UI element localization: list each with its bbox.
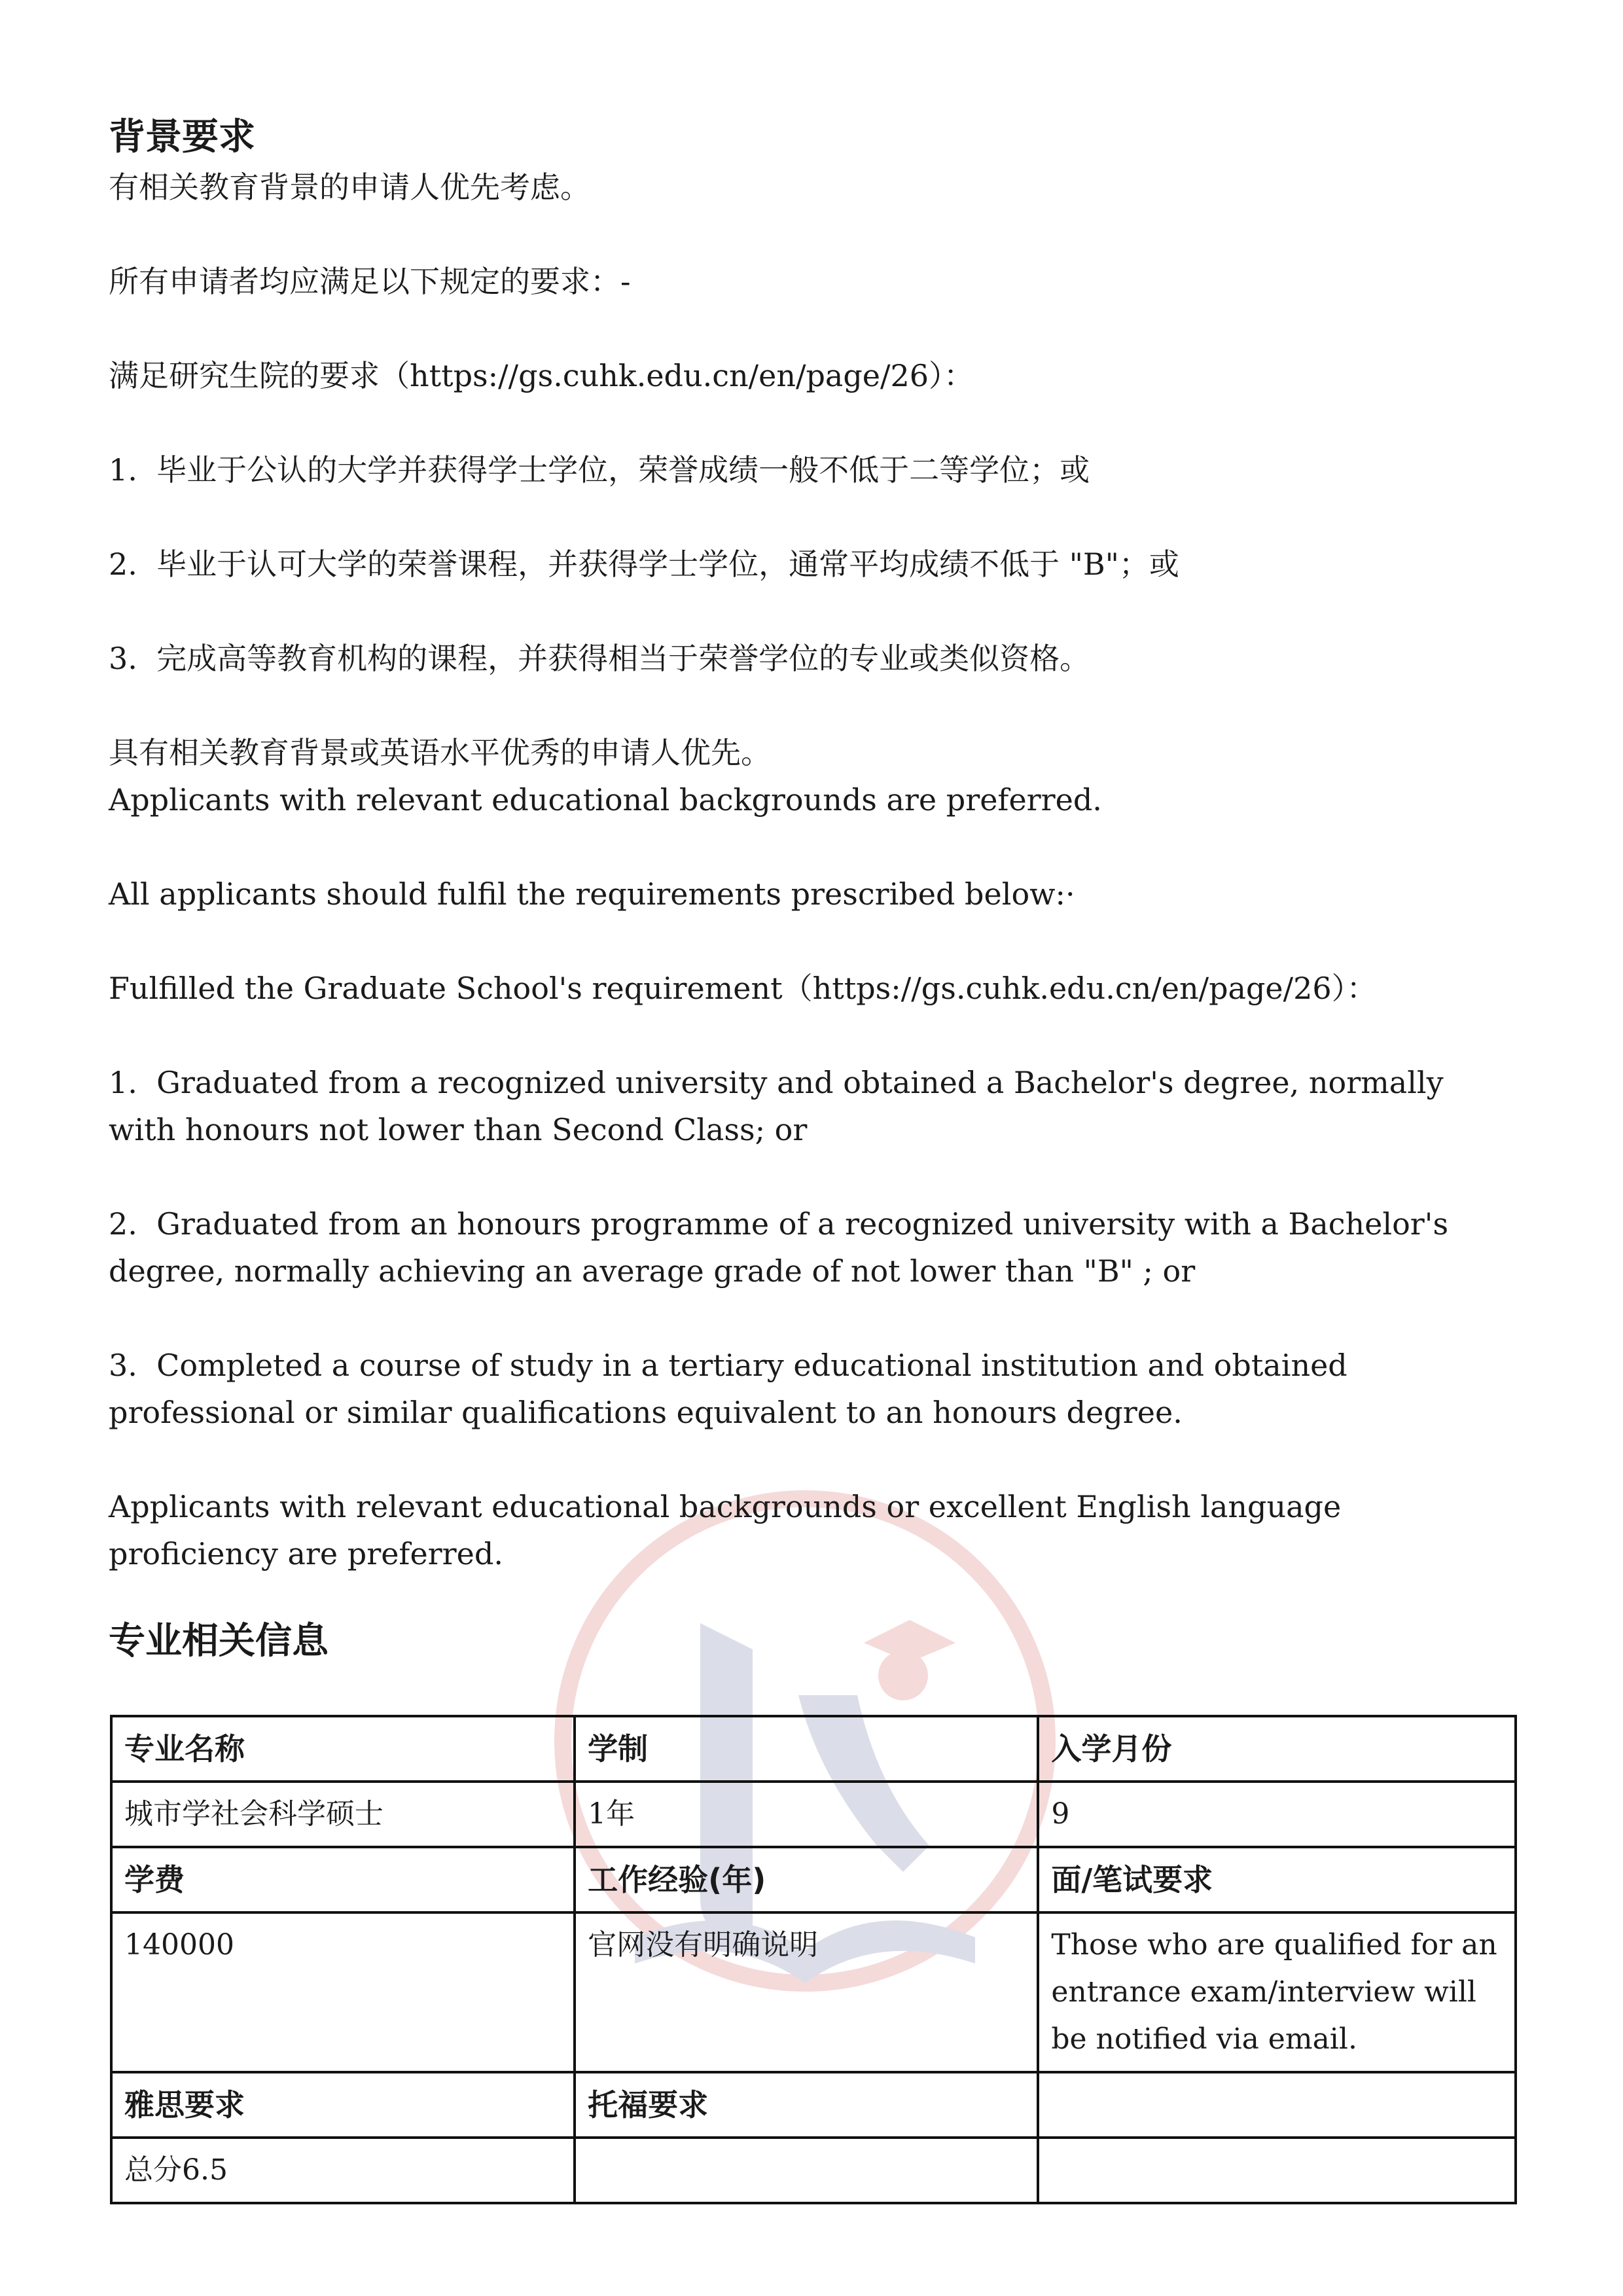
- table-header-row: [111, 1716, 1516, 1782]
- paragraph-line: 3. Completed a course of study in a tertiary educational institution and obtained: [109, 1348, 1347, 1383]
- paragraph-spacer: [109, 588, 1516, 635]
- paragraph-spacer: [109, 1012, 1516, 1059]
- table-header-cell: 托福要求: [575, 2072, 1038, 2138]
- table-header-cell: 雅思要求: [111, 2072, 575, 2138]
- background-heading: 背景要求: [109, 116, 255, 158]
- table-row: [111, 1782, 1516, 1847]
- table-cell: Those who are qualified for an entrance exam/interview will be notified via email.: [1038, 1912, 1516, 2072]
- background-text: [109, 164, 1516, 1577]
- paragraph-line: degree, normally achieving an average grade of not lower than "B" ; or: [109, 1253, 1196, 1289]
- paragraph-line: 具有相关教育背景或英语水平优秀的申请人优先。: [109, 735, 771, 770]
- paragraph-spacer: [109, 918, 1516, 965]
- paragraph-line: with honours not lower than Second Class; or: [109, 1112, 808, 1147]
- table-header-cell: 专业名称: [111, 1716, 575, 1782]
- paragraph-line: All applicants should fulfil the requirements prescribed below:·: [109, 876, 1075, 912]
- table-header-cell: 学制: [575, 1716, 1038, 1782]
- table-row: [111, 2138, 1516, 2203]
- paragraph-spacer: [109, 305, 1516, 352]
- paragraph-spacer: [109, 823, 1516, 870]
- table-header-cell: [1038, 2072, 1516, 2138]
- table-header-row: [111, 2072, 1516, 2138]
- table-row: [111, 1912, 1516, 2072]
- paragraph-line: proficiency are preferred.: [109, 1536, 503, 1571]
- table-cell: [575, 2138, 1038, 2203]
- paragraph-spacer: [109, 211, 1516, 258]
- paragraph-line: Applicants with relevant educational backgrounds are preferred.: [109, 782, 1102, 817]
- paragraph-line: 有相关教育背景的申请人优先考虑。: [109, 170, 590, 205]
- paragraph-line: 所有申请者均应满足以下规定的要求：-: [109, 264, 631, 299]
- paragraph-line: 满足研究生院的要求（https://gs.cuhk.edu.cn/en/page/26）：: [109, 358, 974, 393]
- table-cell: 140000: [111, 1912, 575, 2072]
- table-header-cell: 入学月份: [1038, 1716, 1516, 1782]
- table-cell: 城市学社会科学硕士: [111, 1782, 575, 1847]
- program-info-table: [110, 1715, 1517, 2204]
- paragraph-line: 2. Graduated from an honours programme of a recognized university with a Bachelor's: [109, 1206, 1449, 1242]
- paragraph-line: Fulfilled the Graduate School's requirement（https://gs.cuhk.edu.cn/en/page/26）：: [109, 971, 1377, 1006]
- table-cell: 官网没有明确说明: [575, 1912, 1038, 2072]
- table-cell: 1年: [575, 1782, 1038, 1847]
- table-header-cell: 工作经验(年): [575, 1847, 1038, 1912]
- paragraph-spacer: [109, 682, 1516, 729]
- table-cell: 总分6.5: [111, 2138, 575, 2203]
- table-header-cell: 面/笔试要求: [1038, 1847, 1516, 1912]
- paragraph-spacer: [109, 1295, 1516, 1342]
- paragraph-line: 1. Graduated from a recognized university and obtained a Bachelor's degree, normally: [109, 1065, 1444, 1100]
- paragraph-line: 2. 毕业于认可大学的荣誉课程，并获得学士学位，通常平均成绩不低于 "B"；或: [109, 547, 1179, 582]
- paragraph-spacer: [109, 493, 1516, 541]
- paragraph-spacer: [109, 1436, 1516, 1483]
- paragraph-line: Applicants with relevant educational backgrounds or excellent English language: [109, 1489, 1342, 1524]
- table-header-cell: 学费: [111, 1847, 575, 1912]
- background-section: [109, 111, 1516, 1668]
- table-header-row: [111, 1847, 1516, 1912]
- paragraph-spacer: [109, 1153, 1516, 1200]
- paragraph-line: 3. 完成高等教育机构的课程，并获得相当于荣誉学位的专业或类似资格。: [109, 641, 1090, 676]
- program-heading: 专业相关信息: [109, 1620, 329, 1662]
- paragraph-line: professional or similar qualifications equivalent to an honours degree.: [109, 1395, 1183, 1430]
- paragraph-spacer: [109, 399, 1516, 446]
- table-cell: 9: [1038, 1782, 1516, 1847]
- paragraph-line: 1. 毕业于公认的大学并获得学士学位，荣誉成绩一般不低于二等学位；或: [109, 452, 1090, 488]
- table-cell: [1038, 2138, 1516, 2203]
